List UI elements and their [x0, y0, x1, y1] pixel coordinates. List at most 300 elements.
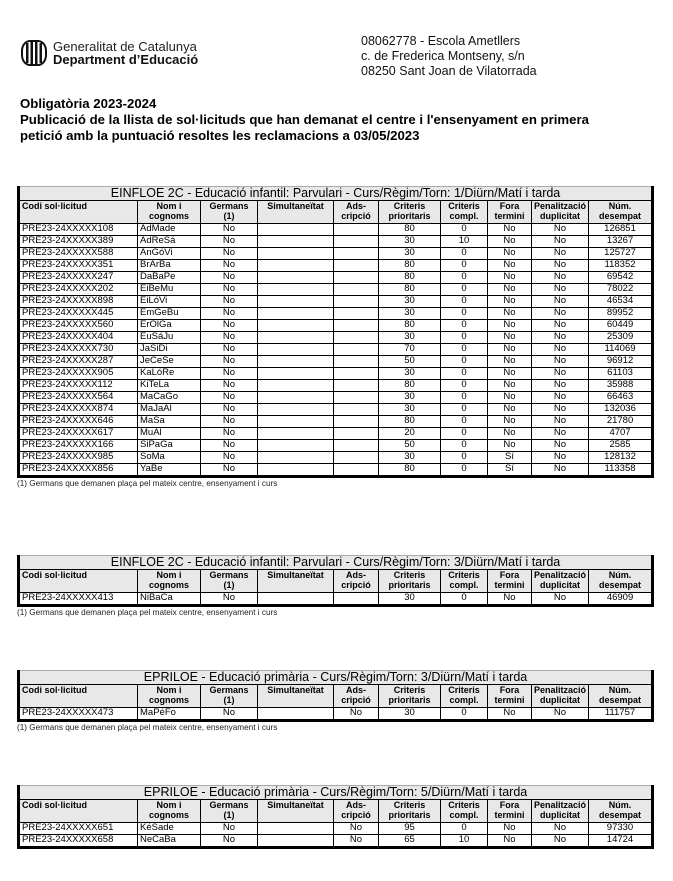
adscripcio-cell — [334, 260, 379, 272]
germans-cell: No — [201, 272, 258, 284]
table-row — [19, 708, 653, 721]
criteris-prioritaris-cell: 30 — [379, 332, 441, 344]
adscripcio-cell — [334, 284, 379, 296]
column-header-line: duplicitat — [540, 211, 580, 221]
nom-cell: MuAl — [138, 428, 201, 440]
adscripcio-cell — [334, 428, 379, 440]
nom-cell: NeCaBa — [138, 835, 201, 848]
fora-termini-cell: No — [488, 835, 532, 848]
column-header — [201, 201, 258, 224]
adscripcio-cell: No — [334, 835, 379, 848]
germans-cell: No — [201, 320, 258, 332]
table-header-row — [19, 685, 653, 708]
fora-termini-cell: No — [488, 380, 532, 392]
criteris-prioritaris-cell: 80 — [379, 272, 441, 284]
column-header — [258, 570, 334, 593]
footnote: (1) Germans que demanen plaça pel mateix centre, ensenyament i curs — [17, 608, 278, 617]
column-header-line: Nom i — [156, 685, 182, 695]
fora-termini-cell: No — [488, 260, 532, 272]
simultaneitat-cell — [258, 392, 334, 404]
adscripcio-cell — [334, 308, 379, 320]
column-header-line: Criteris — [448, 570, 480, 580]
criteris-compl-cell: 0 — [441, 284, 488, 296]
column-header-line: duplicitat — [540, 580, 580, 590]
nom-cell: MaSa — [138, 416, 201, 428]
desempat-cell: 113358 — [589, 464, 653, 477]
criteris-compl-cell: 0 — [441, 416, 488, 428]
org-name: Generalitat de Catalunya — [53, 39, 197, 54]
desempat-cell: 118352 — [589, 260, 653, 272]
simultaneitat-cell — [258, 260, 334, 272]
penalitzacio-cell: No — [532, 320, 589, 332]
section-caption: EPRILOE - Educació primària - Curs/Règim/Torn: 5/Diürn/Matí i tarda — [19, 786, 653, 800]
penalitzacio-cell: No — [532, 392, 589, 404]
column-header — [258, 201, 334, 224]
simultaneitat-cell — [258, 368, 334, 380]
nom-cell: EuSáJu — [138, 332, 201, 344]
criteris-prioritaris-cell: 80 — [379, 464, 441, 477]
column-header — [589, 800, 653, 823]
applications-table — [17, 186, 654, 478]
column-header-line: Núm. — [608, 800, 632, 810]
germans-cell: No — [201, 416, 258, 428]
section-caption: EINFLOE 2C - Educació infantil: Parvulari - Curs/Règim/Torn: 3/Diürn/Matí i tarda — [19, 556, 653, 570]
criteris-prioritaris-cell: 20 — [379, 428, 441, 440]
simultaneitat-cell — [258, 296, 334, 308]
fora-termini-cell: Sí — [488, 452, 532, 464]
fora-termini-cell: No — [488, 272, 532, 284]
table-row — [19, 236, 653, 248]
nom-cell: JaSiDi — [138, 344, 201, 356]
fora-termini-cell: No — [488, 416, 532, 428]
criteris-prioritaris-cell: 80 — [379, 320, 441, 332]
criteris-prioritaris-cell: 30 — [379, 368, 441, 380]
adscripcio-cell — [334, 272, 379, 284]
fora-termini-cell: No — [488, 308, 532, 320]
germans-cell: No — [201, 344, 258, 356]
penalitzacio-cell: No — [532, 356, 589, 368]
germans-cell: No — [201, 368, 258, 380]
criteris-compl-cell: 0 — [441, 428, 488, 440]
adscripcio-cell — [334, 320, 379, 332]
penalitzacio-cell: No — [532, 368, 589, 380]
column-header-line: termini — [494, 695, 525, 705]
criteris-compl-cell: 0 — [441, 332, 488, 344]
column-header-line: Criteris — [448, 201, 480, 211]
table-row — [19, 320, 653, 332]
nom-cell: MaPéFo — [138, 708, 201, 721]
footnote: (1) Germans que demanen plaça pel mateix centre, ensenyament i curs — [17, 479, 278, 488]
table-row — [19, 248, 653, 260]
column-header — [589, 685, 653, 708]
section-table-block — [17, 785, 653, 849]
germans-cell: No — [201, 464, 258, 477]
penalitzacio-cell: No — [532, 236, 589, 248]
column-header-line: Ads- — [346, 201, 366, 211]
column-header-line: (1) — [223, 211, 235, 221]
codi-cell: PRE23-24XXXXX108 — [19, 224, 138, 236]
table-row — [19, 308, 653, 320]
codi-cell: PRE23-24XXXXX202 — [19, 284, 138, 296]
nom-cell: AnGóVi — [138, 248, 201, 260]
desempat-cell: 21780 — [589, 416, 653, 428]
criteris-compl-cell: 0 — [441, 708, 488, 721]
codi-cell: PRE23-24XXXXX112 — [19, 380, 138, 392]
codi-cell: PRE23-24XXXXX617 — [19, 428, 138, 440]
criteris-compl-cell: 0 — [441, 248, 488, 260]
nom-cell: SiPaGa — [138, 440, 201, 452]
penalitzacio-cell: No — [532, 284, 589, 296]
column-header — [379, 570, 441, 593]
simultaneitat-cell — [258, 835, 334, 848]
nom-cell: EiLóVi — [138, 296, 201, 308]
fora-termini-cell: No — [488, 344, 532, 356]
column-header-line: cripció — [341, 810, 371, 820]
desempat-cell: 4707 — [589, 428, 653, 440]
column-header-line: Simultaneïtat — [267, 685, 324, 695]
germans-cell: No — [201, 260, 258, 272]
codi-cell: PRE23-24XXXXX473 — [19, 708, 138, 721]
penalitzacio-cell: No — [532, 428, 589, 440]
column-header — [589, 570, 653, 593]
fora-termini-cell: No — [488, 708, 532, 721]
table-row — [19, 823, 653, 835]
criteris-compl-cell: 10 — [441, 236, 488, 248]
adscripcio-cell — [334, 392, 379, 404]
fora-termini-cell: No — [488, 368, 532, 380]
germans-cell: No — [201, 835, 258, 848]
column-header-line: desempat — [598, 695, 642, 705]
table-row — [19, 416, 653, 428]
simultaneitat-cell — [258, 308, 334, 320]
column-header-line: Simultaneïtat — [267, 570, 324, 580]
column-header-line: Simultaneïtat — [267, 800, 324, 810]
codi-cell: PRE23-24XXXXX560 — [19, 320, 138, 332]
nom-cell: NiBaCa — [138, 593, 201, 606]
desempat-cell: 35988 — [589, 380, 653, 392]
section-table-block — [17, 186, 653, 488]
penalitzacio-cell: No — [532, 308, 589, 320]
penalitzacio-cell: No — [532, 835, 589, 848]
column-header-line: termini — [494, 211, 525, 221]
adscripcio-cell — [334, 404, 379, 416]
desempat-cell: 25309 — [589, 332, 653, 344]
criteris-compl-cell: 0 — [441, 392, 488, 404]
adscripcio-cell — [334, 344, 379, 356]
table-row — [19, 428, 653, 440]
fora-termini-cell: No — [488, 248, 532, 260]
column-header-line: desempat — [598, 810, 642, 820]
criteris-compl-cell: 0 — [441, 380, 488, 392]
column-header-line: (1) — [223, 695, 235, 705]
nom-cell: ErOlGa — [138, 320, 201, 332]
column-header-line: prioritaris — [388, 810, 431, 820]
fora-termini-cell: Sí — [488, 464, 532, 477]
table-row — [19, 464, 653, 477]
criteris-prioritaris-cell: 50 — [379, 440, 441, 452]
column-header-line: Núm. — [608, 201, 632, 211]
criteris-prioritaris-cell: 30 — [379, 404, 441, 416]
column-header — [334, 201, 379, 224]
codi-cell: PRE23-24XXXXX413 — [19, 593, 138, 606]
simultaneitat-cell — [258, 823, 334, 835]
criteris-prioritaris-cell: 70 — [379, 344, 441, 356]
nom-cell: JeCeSe — [138, 356, 201, 368]
column-header — [532, 800, 589, 823]
codi-cell: PRE23-24XXXXX898 — [19, 296, 138, 308]
germans-cell: No — [201, 284, 258, 296]
desempat-cell: 13267 — [589, 236, 653, 248]
column-header-line: Criteris — [393, 570, 426, 580]
penalitzacio-cell: No — [532, 272, 589, 284]
column-header-line: Germans — [209, 201, 249, 211]
page-title — [20, 96, 660, 144]
column-header — [441, 800, 488, 823]
column-header-line: Ads- — [346, 800, 366, 810]
simultaneitat-cell — [258, 272, 334, 284]
simultaneitat-cell — [258, 416, 334, 428]
germans-cell: No — [201, 440, 258, 452]
column-header-line: (1) — [223, 580, 235, 590]
desempat-cell: 46909 — [589, 593, 653, 606]
column-header-line: termini — [494, 810, 525, 820]
fora-termini-cell: No — [488, 332, 532, 344]
germans-cell: No — [201, 708, 258, 721]
section-table-block — [17, 670, 653, 732]
criteris-compl-cell: 0 — [441, 224, 488, 236]
codi-cell: PRE23-24XXXXX247 — [19, 272, 138, 284]
adscripcio-cell — [334, 452, 379, 464]
fora-termini-cell: No — [488, 320, 532, 332]
nom-cell: EmGeBu — [138, 308, 201, 320]
codi-cell: PRE23-24XXXXX445 — [19, 308, 138, 320]
nom-cell: BrArBa — [138, 260, 201, 272]
criteris-prioritaris-cell: 30 — [379, 593, 441, 606]
column-header-line: duplicitat — [540, 810, 580, 820]
nom-cell: AdReSá — [138, 236, 201, 248]
codi-cell: PRE23-24XXXXX905 — [19, 368, 138, 380]
germans-cell: No — [201, 392, 258, 404]
germans-cell: No — [201, 823, 258, 835]
adscripcio-cell — [334, 416, 379, 428]
adscripcio-cell — [334, 368, 379, 380]
column-header — [201, 685, 258, 708]
column-header-line: Criteris — [393, 800, 426, 810]
penalitzacio-cell: No — [532, 260, 589, 272]
criteris-compl-cell: 0 — [441, 296, 488, 308]
column-header-line: Germans — [209, 685, 249, 695]
title-description-2: petició amb la puntuació resoltes les reclamacions a 03/05/2023 — [20, 128, 420, 143]
desempat-cell: 132036 — [589, 404, 653, 416]
table-header-row — [19, 201, 653, 224]
simultaneitat-cell — [258, 593, 334, 606]
generalitat-logo — [21, 40, 198, 66]
column-header-line: (1) — [223, 810, 235, 820]
table-row — [19, 260, 653, 272]
criteris-prioritaris-cell: 80 — [379, 224, 441, 236]
codi-cell: PRE23-24XXXXX287 — [19, 356, 138, 368]
penalitzacio-cell: No — [532, 332, 589, 344]
column-header — [138, 685, 201, 708]
germans-cell: No — [201, 236, 258, 248]
column-header-line: termini — [494, 580, 525, 590]
column-header-line: Nom i — [156, 201, 182, 211]
nom-cell: AdMade — [138, 224, 201, 236]
adscripcio-cell — [334, 440, 379, 452]
adscripcio-cell — [334, 236, 379, 248]
penalitzacio-cell: No — [532, 380, 589, 392]
table-row — [19, 356, 653, 368]
column-header-line: Fora — [499, 201, 520, 211]
column-header-line: Criteris — [448, 800, 480, 810]
column-header-line: cognoms — [148, 580, 189, 590]
fora-termini-cell: No — [488, 428, 532, 440]
simultaneitat-cell — [258, 428, 334, 440]
column-header — [19, 685, 138, 708]
column-header-line: compl. — [449, 211, 479, 221]
column-header-line: cognoms — [148, 810, 189, 820]
column-header-line: Criteris — [393, 685, 426, 695]
table-row — [19, 344, 653, 356]
column-header-line: cripció — [341, 695, 371, 705]
column-header-line: Nom i — [156, 570, 182, 580]
column-header-line: Germans — [209, 570, 249, 580]
simultaneitat-cell — [258, 224, 334, 236]
column-header-line: Fora — [499, 800, 520, 810]
table-row — [19, 332, 653, 344]
column-header-line: prioritaris — [388, 211, 431, 221]
penalitzacio-cell: No — [532, 296, 589, 308]
codi-cell: PRE23-24XXXXX166 — [19, 440, 138, 452]
column-header-line: Núm. — [608, 570, 632, 580]
column-header-line: Penalització — [534, 685, 587, 695]
criteris-prioritaris-cell: 80 — [379, 380, 441, 392]
nom-cell: EiBeMu — [138, 284, 201, 296]
penalitzacio-cell: No — [532, 224, 589, 236]
criteris-compl-cell: 10 — [441, 835, 488, 848]
school-address — [361, 34, 537, 79]
fora-termini-cell: No — [488, 224, 532, 236]
desempat-cell: 60449 — [589, 320, 653, 332]
table-row — [19, 284, 653, 296]
column-header — [532, 685, 589, 708]
criteris-prioritaris-cell: 30 — [379, 296, 441, 308]
column-header-line: Codi sol·licitud — [22, 201, 87, 211]
column-header-line: Codi sol·licitud — [22, 800, 87, 810]
codi-cell: PRE23-24XXXXX404 — [19, 332, 138, 344]
column-header-line: cognoms — [148, 211, 189, 221]
criteris-compl-cell: 0 — [441, 272, 488, 284]
adscripcio-cell — [334, 224, 379, 236]
simultaneitat-cell — [258, 452, 334, 464]
fora-termini-cell: No — [488, 392, 532, 404]
adscripcio-cell — [334, 380, 379, 392]
fora-termini-cell: No — [488, 236, 532, 248]
column-header-line: desempat — [599, 580, 642, 590]
column-header-line: Núm. — [608, 685, 632, 695]
column-header — [379, 685, 441, 708]
simultaneitat-cell — [258, 320, 334, 332]
fora-termini-cell: No — [488, 284, 532, 296]
nom-cell: MaCaGo — [138, 392, 201, 404]
applications-table — [17, 670, 654, 722]
column-header-line: Simultaneïtat — [267, 201, 324, 211]
codi-cell: PRE23-24XXXXX646 — [19, 416, 138, 428]
codi-cell: PRE23-24XXXXX658 — [19, 835, 138, 848]
column-header — [488, 201, 532, 224]
germans-cell: No — [201, 380, 258, 392]
table-row — [19, 835, 653, 848]
criteris-prioritaris-cell: 30 — [379, 708, 441, 721]
codi-cell: PRE23-24XXXXX985 — [19, 452, 138, 464]
adscripcio-cell — [334, 464, 379, 477]
simultaneitat-cell — [258, 284, 334, 296]
column-header — [379, 201, 441, 224]
table-row — [19, 452, 653, 464]
column-header-line: cripció — [341, 211, 371, 221]
column-header-line: Criteris — [393, 201, 426, 211]
criteris-prioritaris-cell: 30 — [379, 452, 441, 464]
column-header — [532, 570, 589, 593]
column-header — [19, 201, 138, 224]
column-header-line: Ads- — [346, 685, 366, 695]
column-header-line: Codi sol·licitud — [22, 570, 87, 580]
simultaneitat-cell — [258, 356, 334, 368]
desempat-cell: 14724 — [589, 835, 653, 848]
column-header — [532, 201, 589, 224]
column-header-line: Nom i — [156, 800, 182, 810]
column-header — [258, 800, 334, 823]
desempat-cell: 66463 — [589, 392, 653, 404]
table-row — [19, 392, 653, 404]
table-row — [19, 272, 653, 284]
column-header — [488, 685, 532, 708]
fora-termini-cell: No — [488, 356, 532, 368]
column-header — [379, 800, 441, 823]
column-header-line: compl. — [449, 695, 479, 705]
criteris-prioritaris-cell: 30 — [379, 236, 441, 248]
title-description-1: Publicació de la llista de sol·licituds que han demanat el centre i l'ensenyament en primera — [20, 112, 589, 127]
column-header-line: prioritaris — [388, 580, 431, 590]
column-header — [488, 570, 532, 593]
criteris-compl-cell: 0 — [441, 260, 488, 272]
adscripcio-cell — [334, 248, 379, 260]
applications-table — [17, 555, 654, 607]
penalitzacio-cell: No — [532, 404, 589, 416]
simultaneitat-cell — [258, 440, 334, 452]
criteris-compl-cell: 0 — [441, 368, 488, 380]
criteris-prioritaris-cell: 30 — [379, 308, 441, 320]
germans-cell: No — [201, 308, 258, 320]
column-header-line: compl. — [449, 810, 479, 820]
penalitzacio-cell: No — [532, 464, 589, 477]
column-header-line: desempat — [599, 211, 642, 221]
criteris-compl-cell: 0 — [441, 452, 488, 464]
desempat-cell: 61103 — [589, 368, 653, 380]
column-header-line: Ads- — [346, 570, 366, 580]
column-header — [334, 570, 379, 593]
column-header-line: Germans — [209, 800, 249, 810]
desempat-cell: 46534 — [589, 296, 653, 308]
desempat-cell: 97330 — [589, 823, 653, 835]
criteris-prioritaris-cell: 95 — [379, 823, 441, 835]
desempat-cell: 111757 — [589, 708, 653, 721]
criteris-prioritaris-cell: 30 — [379, 392, 441, 404]
criteris-prioritaris-cell: 80 — [379, 416, 441, 428]
germans-cell: No — [201, 452, 258, 464]
simultaneitat-cell — [258, 248, 334, 260]
desempat-cell: 96912 — [589, 356, 653, 368]
